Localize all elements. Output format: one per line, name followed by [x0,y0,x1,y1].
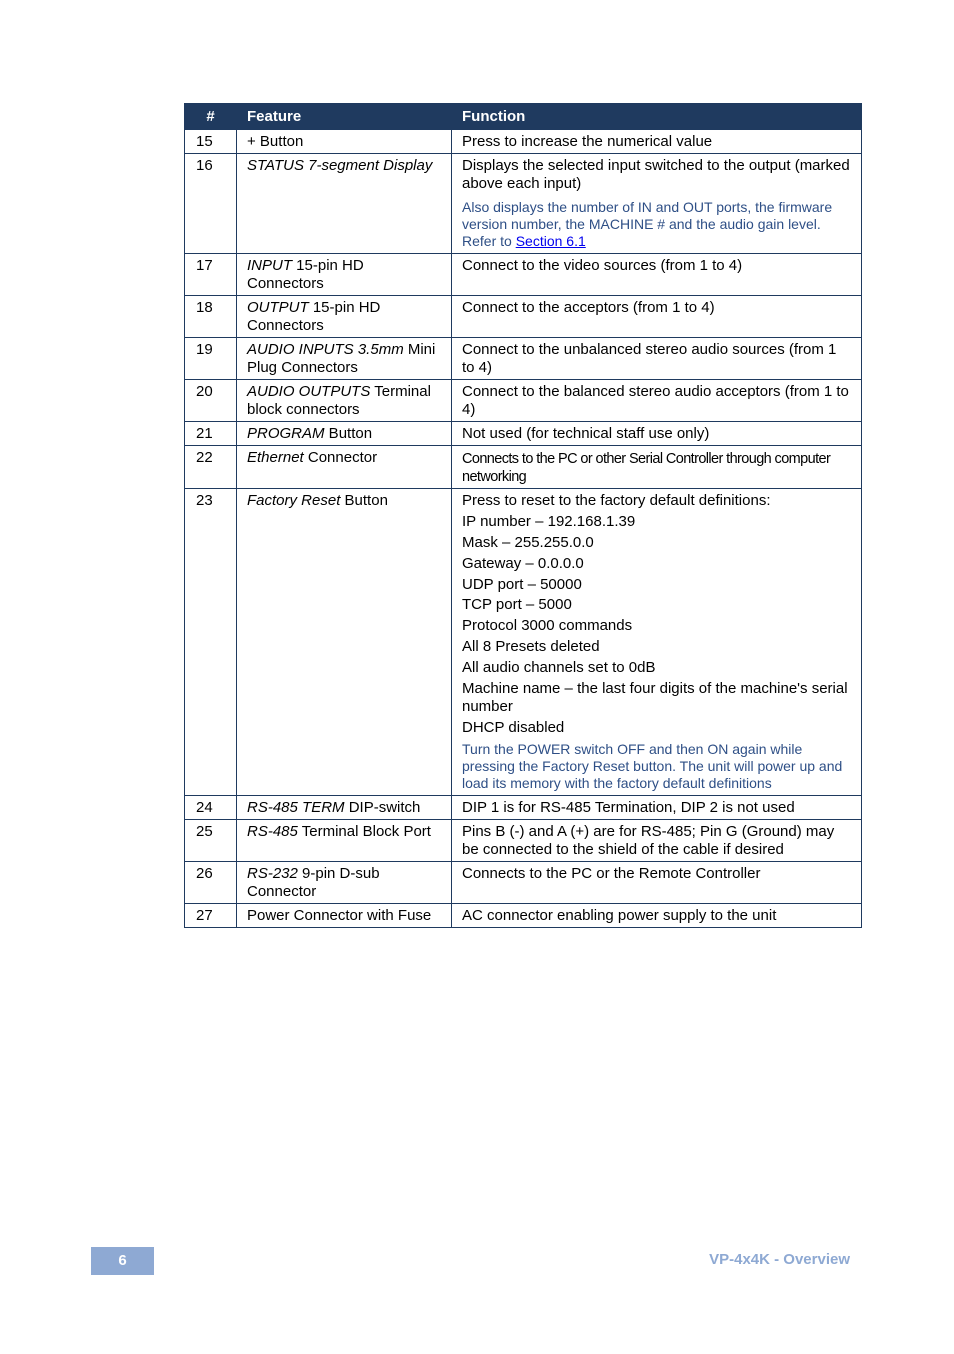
row-number: 17 [185,254,237,296]
row-feature [237,338,452,380]
table-row [185,380,862,422]
table-row [185,489,862,796]
reset-line: Protocol 3000 commands [462,617,633,635]
feature-text: Button [324,425,373,442]
reset-line: Machine name – the last four digits of the machine's serial number [462,680,848,716]
table-row [185,446,862,489]
feature-italic-text: OUTPUT [247,299,309,316]
row-function: Connect to the acceptors (from 1 to 4) [452,296,862,338]
reset-line: All 8 Presets deleted [462,638,600,656]
header-feature: Feature [237,104,452,130]
table-row [185,254,862,296]
row-function: Connect to the unbalanced stereo audio sources (from 1 to 4) [452,338,862,380]
note-body: Also displays the number of IN and OUT ports, the firmware version number, the MACHINE # and the audio gain level. Refer to [462,199,833,249]
page-number: 6 [91,1247,154,1275]
row-number: 15 [185,130,237,154]
feature-italic-text: RS-485 TERM [247,798,345,816]
feature-text: Terminal block connectors [247,383,431,418]
row-number: 25 [185,819,237,861]
row-number: 26 [185,861,237,903]
row-feature [237,130,452,154]
table-header-row [185,104,862,130]
feature-italic-text: Ethernet [247,449,304,466]
row-feature [237,380,452,422]
feature-text: + Button [247,133,304,150]
feature-italic-text: RS-485 [247,822,298,840]
feature-text: 15-pin HD Connectors [247,257,364,292]
reset-line: Mask – 255.255.0.0 [462,533,594,551]
row-number: 27 [185,903,237,927]
feature-italic-text: PROGRAM [247,425,325,442]
row-number: 18 [185,296,237,338]
row-function [452,489,862,796]
reset-line: DHCP disabled [462,718,565,736]
table-row [185,861,862,903]
section-link[interactable]: Section 6.1 [515,233,586,249]
row-feature [237,903,452,927]
note-text: Turn the POWER switch OFF and then ON again while pressing the Factory Reset button. The unit will power up and load its memory with the factory default definitions [462,740,843,791]
table-row [185,296,862,338]
row-function: Not used (for technical staff use only) [452,422,862,446]
table-row [185,422,862,446]
row-number: 19 [185,338,237,380]
feature-italic-text: STATUS 7-segment Display [247,157,433,174]
feature-text: Terminal Block Port [297,822,431,840]
feature-text: 15-pin HD Connectors [247,299,381,334]
feature-text: DIP-switch [344,798,421,816]
feature-table-container [184,103,861,928]
feature-italic-text: AUDIO INPUTS 3.5mm [247,341,404,358]
function-text: Displays the selected input switched to the output (marked above each input) [462,157,850,192]
row-function: Connects to the PC or other Serial Controller through computer networking [452,446,862,489]
feature-text: Power Connector with Fuse [247,906,432,924]
reset-line: All audio channels set to 0dB [462,659,656,677]
row-function: Connects to the PC or the Remote Controller [452,861,862,903]
row-feature [237,446,452,489]
row-feature [237,861,452,903]
feature-italic-text: Factory Reset [247,492,341,509]
row-function: Connect to the video sources (from 1 to 4) [452,254,862,296]
table-row [185,154,862,254]
feature-italic-text: AUDIO OUTPUTS [247,383,371,400]
reset-line: Press to reset to the factory default definitions: [462,492,771,509]
row-feature [237,819,452,861]
reset-line: IP number – 192.168.1.39 [462,512,636,530]
feature-table [184,103,862,928]
reset-line: Gateway – 0.0.0.0 [462,554,584,572]
row-function: DIP 1 is for RS-485 Termination, DIP 2 is not used [452,795,862,819]
note-text [462,199,851,250]
row-number: 16 [185,154,237,254]
feature-text: Button [340,492,388,509]
feature-text: Mini Plug Connectors [247,341,436,376]
document-title: VP-4x4K - Overview [709,1251,850,1268]
reset-line: UDP port – 50000 [462,575,582,593]
feature-italic-text: RS-232 [247,864,298,882]
feature-text: 9-pin D-sub Connector [247,864,380,900]
row-number: 22 [185,446,237,489]
header-function: Function [452,104,862,130]
table-row [185,338,862,380]
feature-italic-text: INPUT [247,257,292,274]
row-feature [237,296,452,338]
row-feature [237,795,452,819]
row-function: Press to increase the numerical value [452,130,862,154]
row-number: 23 [185,489,237,796]
row-number: 21 [185,422,237,446]
header-number: # [185,104,237,130]
row-feature [237,422,452,446]
table-row [185,130,862,154]
row-function: Pins B (-) and A (+) are for RS-485; Pin G (Ground) may be connected to the shield of the cable if desired [452,819,862,861]
row-feature [237,154,452,254]
feature-text: Connector [303,449,378,466]
row-feature [237,489,452,796]
row-function: Connect to the balanced stereo audio acceptors (from 1 to 4) [452,380,862,422]
row-function [452,154,862,254]
row-feature [237,254,452,296]
table-row [185,819,862,861]
row-number: 24 [185,795,237,819]
row-function: AC connector enabling power supply to the unit [452,903,862,927]
reset-line: TCP port – 5000 [462,596,572,614]
row-number: 20 [185,380,237,422]
table-row [185,795,862,819]
table-row [185,903,862,927]
